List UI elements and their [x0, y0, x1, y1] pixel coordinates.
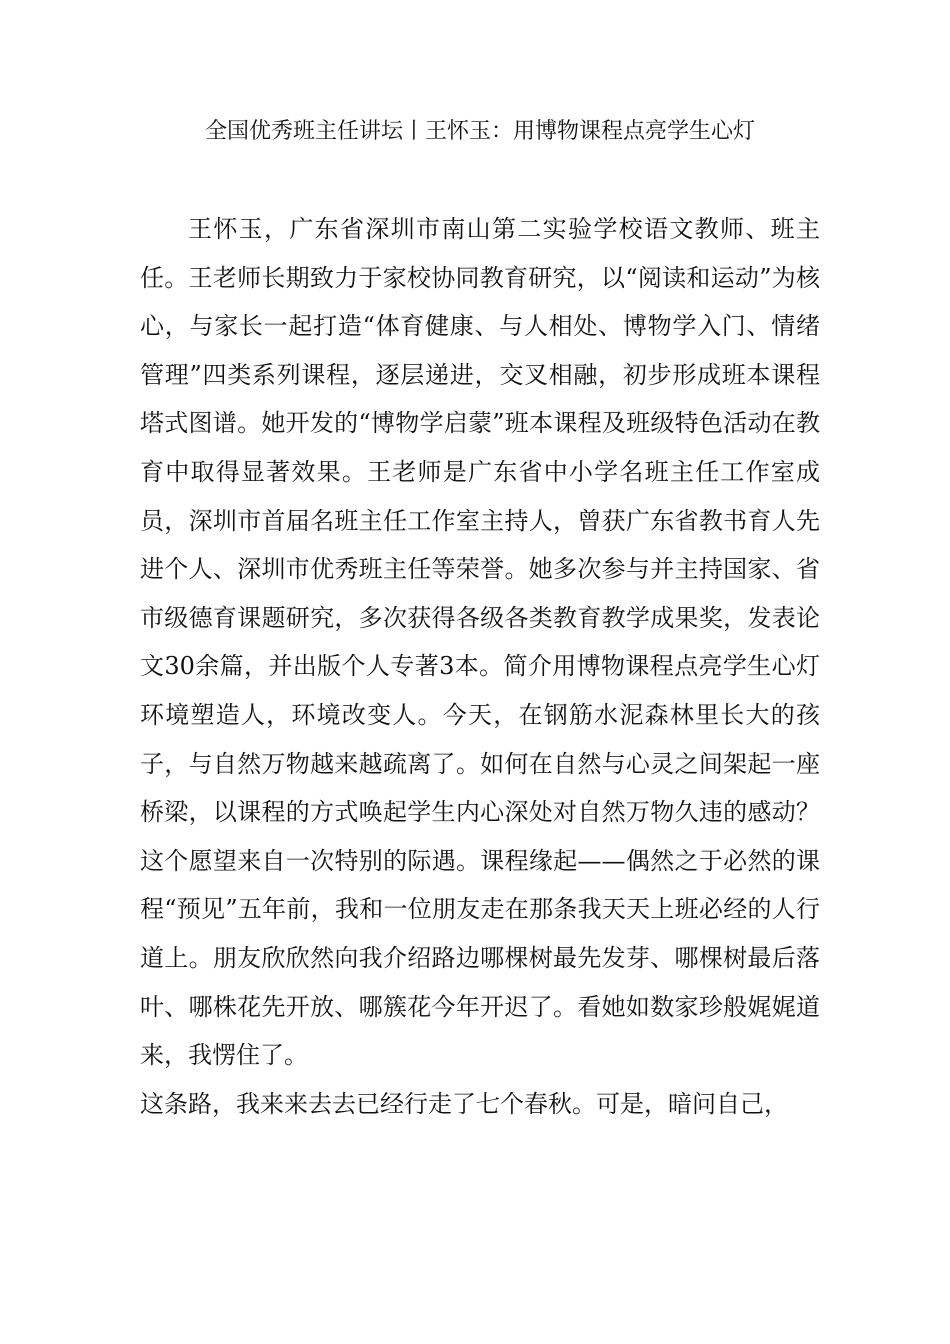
paragraph-intro: 王怀玉，广东省深圳市南山第二实验学校语文教师、班主任。王老师长期致力于家校协同教育研究，以“阅读和运动”为核心，与家长一起打造“体育健康、与人相处、博物学入门、情绪管理”四类系列课程，逐层递进，交叉相融，初步形成班本课程塔式图谱。她开发的“博物学启蒙”班本课程及班级特色活动在教育中取得显著效果。王老师是广东省中小学名班主任工作室成员，深圳市首届名班主任工作室主持人，曾获广东省教书育人先进个人、深圳市优秀班主任等荣誉。她多次参与并主持国家、省市级德育课题研究，多次获得各级各类教育教学成果奖，发表论文30余篇，并出版个人专著3本。简介用博物课程点亮学生心灯环境塑造人，环境改变人。今天，在钢筋水泥森林里长大的孩子，与自然万物越来越疏离了。如何在自然与心灵之间架起一座桥梁，以课程的方式唤起学生内心深处对自然万物久违的感动？这个愿望来自一次特别的际遇。课程缘起——偶然之于必然的课程“预见”五年前，我和一位朋友走在那条我天天上班必经的人行道上。朋友欣欣然向我介绍路边哪棵树最先发芽、哪棵树最后落叶、哪株花先开放、哪簇花今年开迟了。看她如数家珍般娓娓道来，我愣住了。 — [140, 215, 820, 1070]
article-title: 全国优秀班主任讲坛丨王怀玉：用博物课程点亮学生心灯 — [204, 119, 755, 144]
paragraph-continued: 这条路，我来来去去已经行走了七个春秋。可是，暗问自己， — [140, 1089, 788, 1118]
article-body — [140, 205, 820, 1128]
